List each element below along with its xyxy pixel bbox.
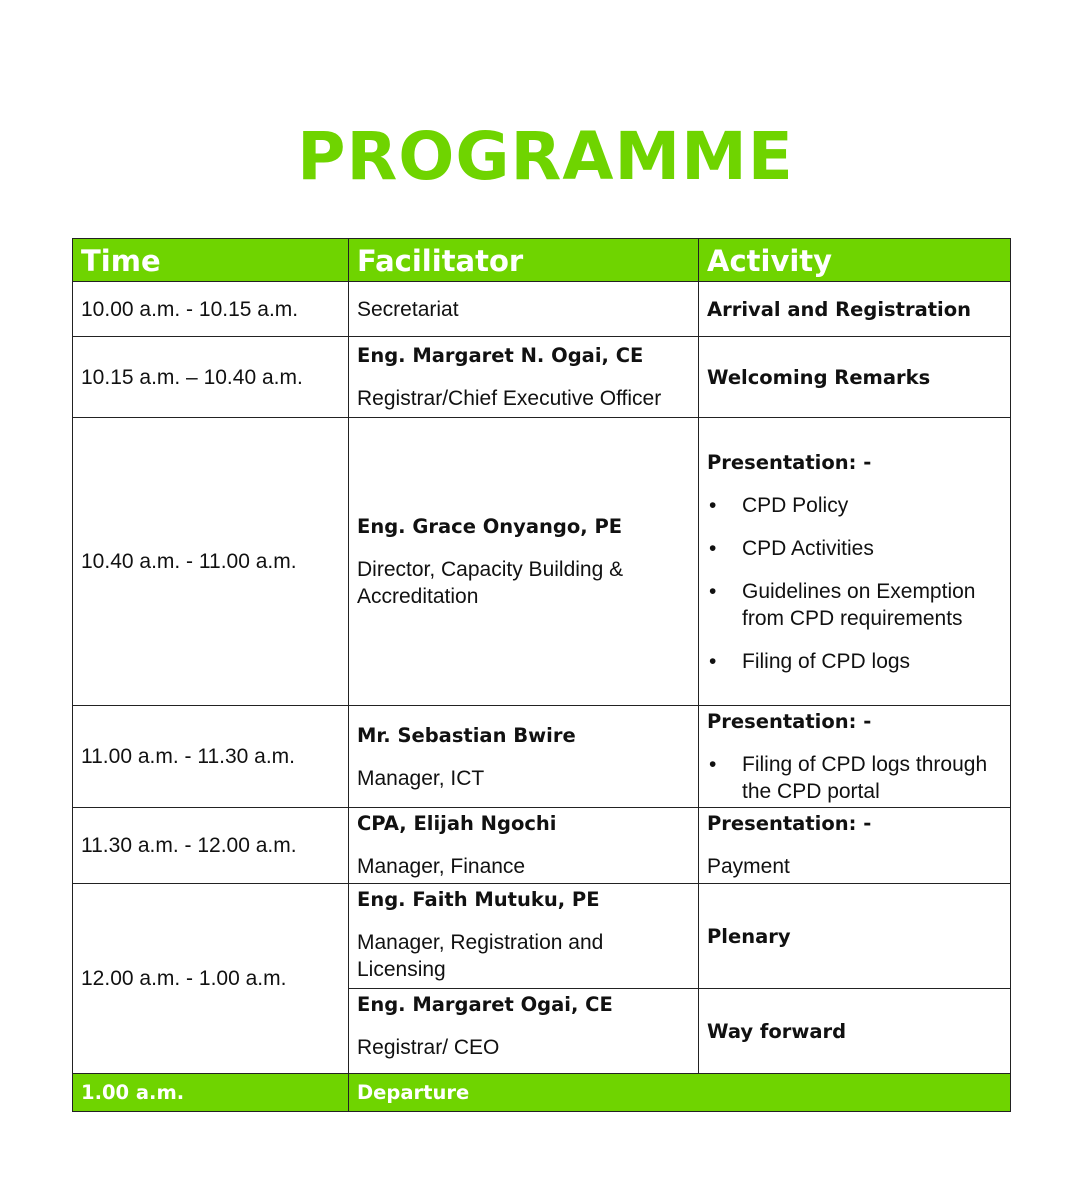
activity-text: Payment bbox=[707, 855, 790, 878]
facilitator-name: Eng. Margaret N. Ogai, CE bbox=[357, 344, 644, 367]
footer-row bbox=[73, 1074, 1011, 1112]
list-item: • CPD Policy bbox=[707, 492, 1002, 519]
activity-cell: Arrival and Registration bbox=[699, 282, 1011, 337]
list-item: • Filing of CPD logs bbox=[707, 648, 1002, 675]
facilitator-role: Manager, ICT bbox=[357, 766, 485, 790]
activity-cell: Way forward bbox=[699, 989, 1011, 1074]
activity-cell bbox=[699, 418, 1011, 706]
facilitator-cell bbox=[349, 337, 699, 418]
header-facilitator: Facilitator bbox=[349, 239, 699, 282]
time-cell: 10.40 a.m. - 11.00 a.m. bbox=[73, 418, 349, 706]
table-row bbox=[73, 337, 1011, 418]
activity-cell bbox=[699, 706, 1011, 808]
table-row bbox=[73, 706, 1011, 808]
facilitator-cell bbox=[349, 418, 699, 706]
table-row bbox=[73, 808, 1011, 884]
footer-activity: Departure bbox=[349, 1074, 1011, 1112]
facilitator-cell bbox=[349, 808, 699, 884]
header-time: Time bbox=[73, 239, 349, 282]
time-cell: 12.00 a.m. - 1.00 a.m. bbox=[73, 884, 349, 1074]
facilitator-cell bbox=[349, 706, 699, 808]
facilitator-cell bbox=[349, 884, 699, 989]
activity-cell: Welcoming Remarks bbox=[699, 337, 1011, 418]
time-cell: 11.30 a.m. - 12.00 a.m. bbox=[73, 808, 349, 884]
table-row bbox=[73, 282, 1011, 337]
facilitator-name: CPA, Elijah Ngochi bbox=[357, 812, 557, 835]
activity-cell bbox=[699, 808, 1011, 884]
activity-list bbox=[707, 492, 1002, 675]
facilitator-role: Manager, Registration and Licensing bbox=[357, 931, 604, 981]
table-row bbox=[73, 418, 1011, 706]
list-item: • Guidelines on Exemption from CPD requirements bbox=[707, 578, 1002, 632]
programme-table bbox=[72, 238, 1011, 1112]
time-cell: 10.00 a.m. - 10.15 a.m. bbox=[73, 282, 349, 337]
facilitator-cell: Secretariat bbox=[349, 282, 699, 337]
time-cell: 10.15 a.m. – 10.40 a.m. bbox=[73, 337, 349, 418]
facilitator-role: Registrar/ CEO bbox=[357, 1036, 500, 1059]
facilitator-role: Manager, Finance bbox=[357, 855, 526, 878]
facilitator-name: Mr. Sebastian Bwire bbox=[357, 723, 576, 747]
list-item: • Filing of CPD logs through the CPD portal bbox=[707, 751, 1002, 805]
header-activity: Activity bbox=[699, 239, 1011, 282]
activity-heading: Presentation: - bbox=[707, 450, 872, 474]
activity-heading: Presentation: - bbox=[707, 812, 872, 835]
facilitator-role: Director, Capacity Building & Accreditation bbox=[357, 558, 624, 608]
facilitator-role: Registrar/Chief Executive Officer bbox=[357, 387, 662, 410]
time-cell: 11.00 a.m. - 11.30 a.m. bbox=[73, 706, 349, 808]
facilitator-cell bbox=[349, 989, 699, 1074]
facilitator-name: Eng. Grace Onyango, PE bbox=[357, 515, 623, 538]
activity-list bbox=[707, 751, 1002, 805]
facilitator-name: Eng. Faith Mutuku, PE bbox=[357, 888, 600, 911]
list-item: • CPD Activities bbox=[707, 535, 1002, 562]
facilitator-name: Eng. Margaret Ogai, CE bbox=[357, 993, 613, 1016]
header-row bbox=[73, 239, 1011, 282]
footer-time: 1.00 a.m. bbox=[73, 1074, 349, 1112]
table-row bbox=[73, 884, 1011, 989]
activity-heading: Presentation: - bbox=[707, 710, 872, 733]
page-title: PROGRAMME bbox=[297, 118, 794, 195]
activity-cell: Plenary bbox=[699, 884, 1011, 989]
